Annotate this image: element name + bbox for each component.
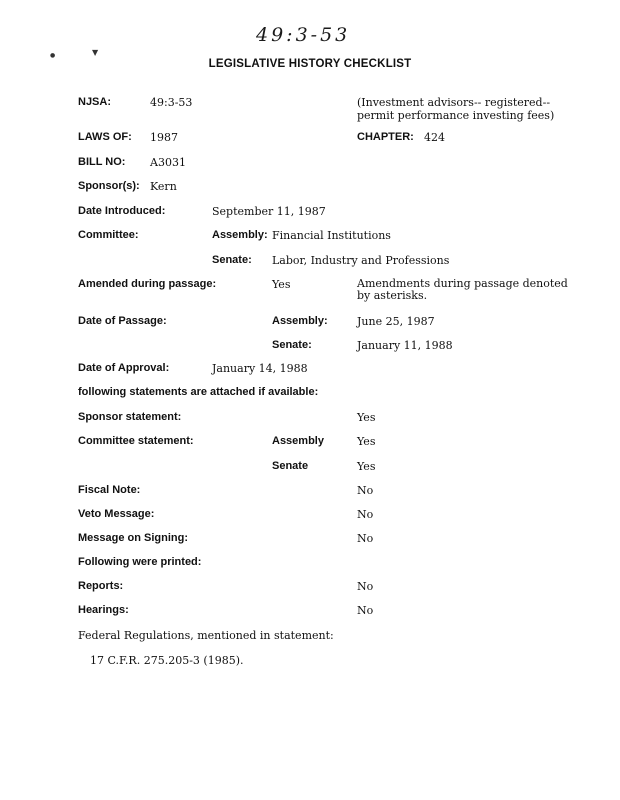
reports-value: No bbox=[357, 580, 374, 593]
handwritten-file-number: 49:3-53 bbox=[256, 24, 351, 46]
statements-header: following statements are attached if available: bbox=[78, 386, 319, 398]
committee-statement-senate-label: Senate bbox=[272, 460, 309, 472]
laws-of-label: LAWS OF: bbox=[78, 131, 132, 143]
date-of-passage-label: Date of Passage: bbox=[78, 315, 167, 327]
njsa-label: NJSA: bbox=[78, 96, 112, 108]
fiscal-note-label: Fiscal Note: bbox=[78, 484, 141, 496]
reports-label: Reports: bbox=[78, 580, 124, 592]
veto-message-label: Veto Message: bbox=[78, 508, 155, 520]
date-introduced-value: September 11, 1987 bbox=[212, 205, 326, 218]
laws-of-value: 1987 bbox=[150, 131, 178, 144]
passage-assembly-label: Assembly: bbox=[272, 315, 328, 327]
amended-note: Amendments during passage denoted by asterisks. bbox=[357, 277, 568, 302]
njsa-value: 49:3-53 bbox=[150, 96, 193, 109]
committee-senate-label: Senate: bbox=[212, 254, 252, 266]
federal-regulations-value: 17 C.F.R. 275.205-3 (1985). bbox=[90, 654, 244, 667]
hearings-value: No bbox=[357, 604, 374, 617]
bill-no-value: A3031 bbox=[150, 156, 186, 169]
hearings-label: Hearings: bbox=[78, 604, 129, 616]
sponsors-value: Kern bbox=[150, 180, 177, 193]
committee-senate-value: Labor, Industry and Professions bbox=[272, 254, 450, 267]
sponsor-statement-value: Yes bbox=[357, 411, 376, 424]
date-introduced-label: Date Introduced: bbox=[78, 205, 166, 217]
committee-statement-senate-value: Yes bbox=[357, 460, 376, 473]
chapter-value: 424 bbox=[424, 131, 445, 144]
committee-statement-label: Committee statement: bbox=[78, 435, 194, 447]
message-on-signing-label: Message on Signing: bbox=[78, 532, 189, 544]
committee-statement-assembly-label: Assembly bbox=[272, 435, 324, 447]
bill-no-label: BILL NO: bbox=[78, 156, 126, 168]
amended-label: Amended during passage: bbox=[78, 278, 217, 290]
scan-speck: ▼ bbox=[92, 48, 99, 57]
passage-assembly-value: June 25, 1987 bbox=[357, 315, 435, 328]
chapter-label: CHAPTER: bbox=[357, 131, 414, 143]
following-printed-header: Following were printed: bbox=[78, 556, 202, 568]
federal-regulations-label: Federal Regulations, mentioned in statement: bbox=[78, 629, 334, 642]
date-of-approval-value: January 14, 1988 bbox=[212, 362, 308, 375]
veto-message-value: No bbox=[357, 508, 374, 521]
scan-speck: ● bbox=[50, 52, 56, 59]
njsa-description: (Investment advisors-- registered-- permit performance investing fees) bbox=[357, 96, 555, 122]
sponsors-label: Sponsor(s): bbox=[78, 180, 140, 192]
committee-assembly-value: Financial Institutions bbox=[272, 229, 391, 242]
fiscal-note-value: No bbox=[357, 484, 374, 497]
amended-value: Yes bbox=[272, 278, 291, 291]
sponsor-statement-label: Sponsor statement: bbox=[78, 411, 182, 423]
message-on-signing-value: No bbox=[357, 532, 374, 545]
committee-assembly-label: Assembly: bbox=[212, 229, 268, 241]
committee-statement-assembly-value: Yes bbox=[357, 435, 376, 448]
committee-label: Committee: bbox=[78, 229, 139, 241]
passage-senate-value: January 11, 1988 bbox=[357, 339, 453, 352]
page-title: LEGISLATIVE HISTORY CHECKLIST bbox=[208, 58, 412, 70]
passage-senate-label: Senate: bbox=[272, 339, 312, 351]
date-of-approval-label: Date of Approval: bbox=[78, 362, 170, 374]
